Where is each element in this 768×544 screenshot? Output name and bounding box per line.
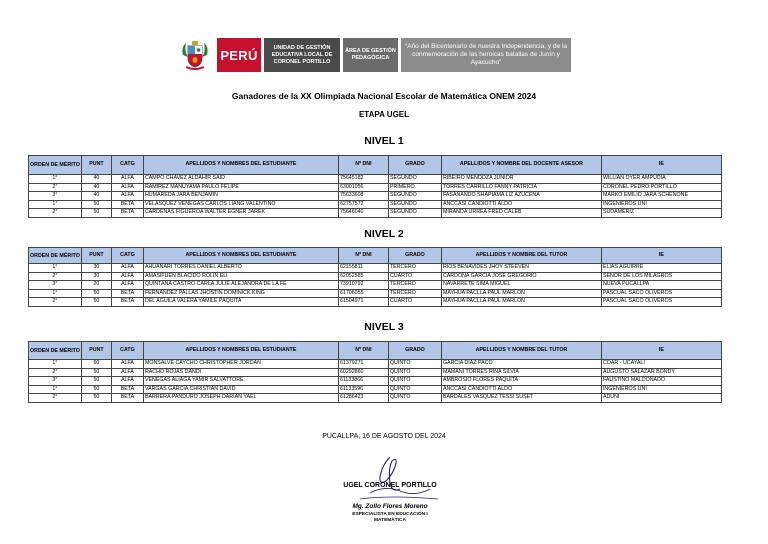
header-catg: CATG <box>111 342 143 360</box>
cell-ie: INGENIEROS UNI <box>601 200 721 209</box>
table-row <box>29 385 722 394</box>
table-row <box>29 298 722 307</box>
cell-advisor: MIRANDA URREA FRED CALEB <box>441 209 601 218</box>
cell-grado: QUINTO <box>388 394 441 403</box>
cell-dni: 62052585 <box>338 272 388 281</box>
ugel-label: UNIDAD DE GESTIÓN EDUCATIVA LOCAL DE CORONEL PORTILLO <box>264 38 340 72</box>
cell-student: VARGAS GARCÍA CHRISTIAN DAVID <box>143 385 338 394</box>
cell-grado: QUINTO <box>388 368 441 377</box>
header-ie: IE <box>601 248 721 264</box>
cell-catg: ALFA <box>111 368 143 377</box>
cell-dni: 61133596 <box>338 385 388 394</box>
cell-dni: 62757572 <box>338 200 388 209</box>
header-punt: PUNT <box>81 156 111 175</box>
cell-punt: 50 <box>81 394 111 403</box>
level-1-table <box>28 155 722 218</box>
cell-ie: SEÑOR DE LOS MILAGROS <box>601 272 721 281</box>
cell-advisor: MAMANI TORRES RINA SILVIA <box>441 368 601 377</box>
cell-punt: 20 <box>81 281 111 290</box>
header-dni: Nº DNI <box>338 248 388 264</box>
cell-student: HUMAREDA JARA BENJAMIN <box>143 192 338 201</box>
cell-catg: ALFA <box>111 175 143 184</box>
level-2-title: NIVEL 2 <box>364 228 404 240</box>
table-row <box>29 192 722 201</box>
header-punt: PUNT <box>81 342 111 360</box>
cell-student: MONSALVE CAYCHO CHRISTOPHER JORDAN <box>143 360 338 369</box>
cell-dni: 61286423 <box>338 394 388 403</box>
header-dni: Nº DNI <box>338 156 388 175</box>
year-motto: “Año del Bicentenario de nuestra Independencia, y de la conmemoración de las heroicas batallas de Junín y Ayacucho” <box>401 38 571 72</box>
cell-grado: CUARTO <box>388 272 441 281</box>
header-student: APELLIDOS Y NOMBRES DEL ESTUDIANTE <box>143 156 338 175</box>
cell-catg: ALFA <box>111 272 143 281</box>
cell-ie: INGENIEROS UNI <box>601 385 721 394</box>
cell-grado: PRIMERO <box>388 183 441 192</box>
cell-ie: COAR - UCAYALI <box>601 360 721 369</box>
header-grado: GRADO <box>388 248 441 264</box>
cell-grado: CUARTO <box>388 298 441 307</box>
handwritten-signature-icon <box>330 455 450 505</box>
table-row <box>29 272 722 281</box>
cell-ie: ADUNI <box>601 394 721 403</box>
cell-orden: 3° <box>29 377 82 386</box>
cell-punt: 50 <box>81 385 111 394</box>
header-student: APELLIDOS Y NOMBRES DEL ESTUDIANTE <box>143 248 338 264</box>
cell-orden: 1° <box>29 385 82 394</box>
stamp-role: ESPECIALISTA EN EDUCACIÓN I <box>352 512 428 517</box>
cell-catg: BETA <box>111 289 143 298</box>
table-row <box>29 289 722 298</box>
cell-dni: 61504971 <box>338 298 388 307</box>
cell-dni: 60292860 <box>338 368 388 377</box>
place-date: PUCALLPA, 16 DE AGOSTO DEL 2024 <box>322 433 446 440</box>
peru-brand: PERÚ <box>217 38 261 72</box>
cell-catg: BETA <box>111 298 143 307</box>
cell-orden: 2° <box>29 368 82 377</box>
cell-dni: 75646040 <box>338 209 388 218</box>
cell-dni: 75633608 <box>338 192 388 201</box>
cell-punt: 50 <box>81 368 111 377</box>
cell-advisor: MAYHUA PACLLA PAUL MARLON <box>441 289 601 298</box>
cell-punt: 50 <box>81 289 111 298</box>
cell-catg: BETA <box>111 394 143 403</box>
cell-advisor: GARCIA DIAZ PACO <box>441 360 601 369</box>
cell-advisor: CARDONA GARCIA JOSE GREGORIO <box>441 272 601 281</box>
cell-punt: 50 <box>81 209 111 218</box>
cell-dni: 63001056 <box>338 183 388 192</box>
cell-dni: 73910792 <box>338 281 388 290</box>
cell-student: VENEGAS ALIAGA YAMIR SALVATTORE <box>143 377 338 386</box>
cell-student: CAMPO CHAVEZ ALDAHIR SAID <box>143 175 338 184</box>
cell-ie: NUEVA PUCALLPA <box>601 281 721 290</box>
table-row <box>29 209 722 218</box>
cell-student: RAMIREZ MANUYAMA PAULO FELIPE <box>143 183 338 192</box>
area-label: ÁREA DE GESTIÓN PEDAGÓGICA <box>343 38 398 72</box>
header-orden: ORDEN DE MÉRITO <box>29 248 82 264</box>
cell-orden: 2° <box>29 183 82 192</box>
table-row <box>29 394 722 403</box>
cell-dni: 75645182 <box>338 175 388 184</box>
cell-ie: CORONEL PEDRO PORTILLO <box>601 183 721 192</box>
cell-punt: 50 <box>81 200 111 209</box>
cell-ie: PASCUAL SACO OLIVEROS <box>601 298 721 307</box>
cell-orden: 1° <box>29 200 82 209</box>
cell-ie: ELIAS AGUIRRE <box>601 264 721 273</box>
header-dni: Nº DNI <box>338 342 388 360</box>
cell-ie: PASCUAL SACO OLIVEROS <box>601 289 721 298</box>
cell-student: QUINTANA CASTRO CARLA JULIE ALEJANDRA DE LA FÉ <box>143 281 338 290</box>
header-ie: IE <box>601 342 721 360</box>
stamp-institution: UGEL CORONEL PORTILLO <box>343 482 437 489</box>
header-ie: IE <box>601 156 721 175</box>
level-3-title: NIVEL 3 <box>364 321 404 333</box>
cell-punt: 60 <box>81 360 111 369</box>
cell-student: FERNANDEZ PALLAS JHOSTIN DOMINICK KING <box>143 289 338 298</box>
cell-catg: BETA <box>111 200 143 209</box>
cell-student: BARRERA PANDURO JOSEPH DARIAN YAEL <box>143 394 338 403</box>
level-2-table <box>28 247 722 307</box>
header-punt: PUNT <box>81 248 111 264</box>
cell-student: RACHO ROJAS DANDI <box>143 368 338 377</box>
cell-catg: BETA <box>111 209 143 218</box>
cell-ie: SUDAMERIZ <box>601 209 721 218</box>
cell-dni: 61706055 <box>338 289 388 298</box>
cell-grado: TERCERO <box>388 289 441 298</box>
table-header-row <box>29 342 722 360</box>
cell-grado: QUINTO <box>388 377 441 386</box>
stamp-name: Mg. Zollo Flores Moreno <box>352 503 428 510</box>
cell-advisor: BARDALES VASQUEZ TESSI SUSET <box>441 394 601 403</box>
cell-grado: SEGUNDO <box>388 175 441 184</box>
cell-advisor: FASANANDO SHAPIAMA LIZ AZUCENA <box>441 192 601 201</box>
table-row <box>29 377 722 386</box>
cell-ie: AUGUSTO SALAZAR BONDY <box>601 368 721 377</box>
table-row <box>29 264 722 273</box>
header-student: APELLIDOS Y NOMBRES DEL ESTUDIANTE <box>143 342 338 360</box>
stamp-subject: MATEMÁTICA <box>374 518 406 523</box>
cell-ie: FAUSTINO MALDONADO <box>601 377 721 386</box>
level-3-table <box>28 341 722 403</box>
cell-orden: 2° <box>29 209 82 218</box>
header-catg: CATG <box>111 156 143 175</box>
cell-orden: 1° <box>29 360 82 369</box>
cell-grado: QUINTO <box>388 385 441 394</box>
cell-grado: SEGUNDO <box>388 200 441 209</box>
table-row <box>29 281 722 290</box>
header-advisor: APELLIDOS Y NOMBRE DEL DOCENTE ASESOR <box>441 156 601 175</box>
cell-advisor: ANCCASI CANDIOTTI ALDO <box>441 200 601 209</box>
table-row <box>29 175 722 184</box>
cell-orden: 3° <box>29 192 82 201</box>
stage-title: ETAPA UGEL <box>358 110 410 119</box>
cell-ie: MARKO EMILIO JARA SCHENONE <box>601 192 721 201</box>
cell-student: DEL AGUILA VALERA YAMILE PAQUITA <box>143 298 338 307</box>
table-header-row <box>29 248 722 264</box>
cell-orden: 3° <box>29 281 82 290</box>
cell-advisor: TORRES CARRILLO FANNY PATRICIA <box>441 183 601 192</box>
cell-punt: 40 <box>81 192 111 201</box>
cell-punt: 50 <box>81 298 111 307</box>
coat-of-arms-icon <box>176 38 214 72</box>
level-1-title: NIVEL 1 <box>364 135 404 147</box>
header-catg: CATG <box>111 248 143 264</box>
table-row <box>29 360 722 369</box>
cell-catg: ALFA <box>111 281 143 290</box>
cell-advisor: ANCCASI CANDIOTTI ALDO <box>441 385 601 394</box>
cell-punt: 40 <box>81 183 111 192</box>
cell-student: VELASQUEZ VENEGAS CARLOS LIANG VALENTINO <box>143 200 338 209</box>
table-row <box>29 183 722 192</box>
cell-advisor: NAVARRETE SIMA MIGUEL <box>441 281 601 290</box>
cell-orden: 1° <box>29 264 82 273</box>
cell-advisor: RIBEIRO MENDOZA JUNIOR <box>441 175 601 184</box>
cell-punt: 30 <box>81 264 111 273</box>
header-advisor: APELLIDOS Y NOMBRE DEL TUTOR <box>441 342 601 360</box>
cell-orden: 1° <box>29 289 82 298</box>
document-title: Ganadores de la XX Olimpiada Nacional Escolar de Matemática ONEM 2024 <box>231 91 537 101</box>
cell-advisor: RIOS BENAVIDES JHOY STEEVEN <box>441 264 601 273</box>
cell-grado: SEGUNDO <box>388 209 441 218</box>
cell-orden: 2° <box>29 272 82 281</box>
cell-dni: 62155811 <box>338 264 388 273</box>
cell-dni: 61133866 <box>338 377 388 386</box>
cell-punt: 30 <box>81 272 111 281</box>
cell-grado: TERCERO <box>388 281 441 290</box>
cell-catg: BETA <box>111 385 143 394</box>
cell-advisor: MAYHUA PACLLA PAUL MARLON <box>441 298 601 307</box>
cell-punt: 40 <box>81 175 111 184</box>
cell-catg: ALFA <box>111 183 143 192</box>
header-banner <box>176 38 571 72</box>
cell-orden: 1° <box>29 175 82 184</box>
cell-advisor: AMBROSIO FLORES PAQUITA <box>441 377 601 386</box>
cell-student: CARDENAS FIGUEROA WALTER EGNER JAREK <box>143 209 338 218</box>
cell-grado: SEGUNDO <box>388 192 441 201</box>
table-row <box>29 200 722 209</box>
cell-orden: 2° <box>29 394 82 403</box>
table-header-row <box>29 156 722 175</box>
cell-student: AMASIFUEN BLACIDO ROLIN ELI <box>143 272 338 281</box>
cell-catg: ALFA <box>111 192 143 201</box>
cell-punt: 50 <box>81 377 111 386</box>
signature-stamp <box>330 455 450 540</box>
header-grado: GRADO <box>388 342 441 360</box>
cell-catg: ALFA <box>111 360 143 369</box>
cell-dni: 61379271 <box>338 360 388 369</box>
header-advisor: APELLIDOS Y NOMBRE DEL TUTOR <box>441 248 601 264</box>
header-orden: ORDEN DE MÉRITO <box>29 342 82 360</box>
header-orden: ORDEN DE MÉRITO <box>29 156 82 175</box>
table-row <box>29 368 722 377</box>
cell-catg: ALFA <box>111 264 143 273</box>
cell-grado: TERCERO <box>388 264 441 273</box>
cell-orden: 2° <box>29 298 82 307</box>
header-grado: GRADO <box>388 156 441 175</box>
cell-ie: WILLIAN DYER AMPUDIA <box>601 175 721 184</box>
cell-student: AHUANARI TORRES DANIEL ALBERTO <box>143 264 338 273</box>
cell-catg: ALFA <box>111 377 143 386</box>
cell-grado: QUINTO <box>388 360 441 369</box>
